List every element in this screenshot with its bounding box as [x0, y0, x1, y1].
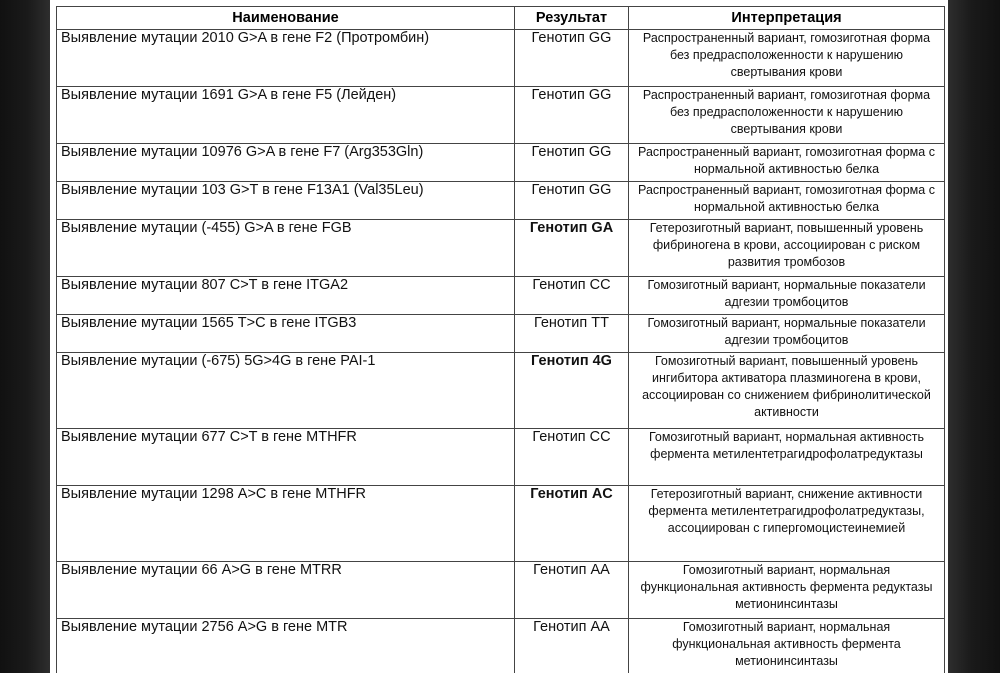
interpretation: Гетерозиготный вариант, снижение активности фермента метилентетрагидрофолатредуктазы, ассоциирован с гипергомоцистеинемией: [629, 486, 945, 562]
mutation-name: Выявление мутации 1565 T>C в гене ITGB3: [57, 315, 515, 353]
mutation-name: Выявление мутации 677 C>T в гене MTHFR: [57, 429, 515, 486]
header-result: Результат: [515, 7, 629, 30]
mutation-name: Выявление мутации 1298 A>C в гене MTHFR: [57, 486, 515, 562]
table-row: [57, 486, 945, 562]
genotype-result: Генотип GG: [515, 182, 629, 220]
table-row: [57, 220, 945, 277]
header-row: [57, 7, 945, 30]
interpretation: Гомозиготный вариант, нормальная функциональная активность фермента метионинсинтазы: [629, 619, 945, 673]
header-interpretation: Интерпретация: [629, 7, 945, 30]
interpretation: Распространенный вариант, гомозиготная форма без предрасположенности к нарушению свертывания крови: [629, 87, 945, 144]
genotype-result: Генотип TT: [515, 315, 629, 353]
table-row: [57, 87, 945, 144]
mutation-name: Выявление мутации 103 G>T в гене F13A1 (Val35Leu): [57, 182, 515, 220]
mutation-name: Выявление мутации 10976 G>A в гене F7 (Arg353Gln): [57, 144, 515, 182]
genetic-test-results-table: [56, 6, 945, 673]
interpretation: Распространенный вариант, гомозиготная форма без предрасположенности к нарушению свертывания крови: [629, 30, 945, 87]
genotype-result: Генотип GA: [515, 220, 629, 277]
genotype-result: Генотип CC: [515, 429, 629, 486]
header-name: Наименование: [57, 7, 515, 30]
interpretation: Гомозиготный вариант, повышенный уровень ингибитора активатора плазминогена в крови, ассоциирован со снижением фибринолитической активности: [629, 353, 945, 429]
mutation-name: Выявление мутации 66 A>G в гене MTRR: [57, 562, 515, 619]
mutation-name: Выявление мутации (-455) G>A в гене FGB: [57, 220, 515, 277]
mutation-name: Выявление мутации (-675) 5G>4G в гене PAI-1: [57, 353, 515, 429]
genotype-result: Генотип 4G: [515, 353, 629, 429]
table-header: [57, 7, 945, 30]
interpretation: Гомозиготный вариант, нормальные показатели адгезии тромбоцитов: [629, 315, 945, 353]
genotype-result: Генотип CC: [515, 277, 629, 315]
genotype-result: Генотип AC: [515, 486, 629, 562]
right-dark-border: [948, 0, 1000, 673]
mutation-name: Выявление мутации 1691 G>A в гене F5 (Лейден): [57, 87, 515, 144]
interpretation: Гомозиготный вариант, нормальные показатели адгезии тромбоцитов: [629, 277, 945, 315]
table-row: [57, 277, 945, 315]
table-row: [57, 315, 945, 353]
genotype-result: Генотип AA: [515, 562, 629, 619]
table-row: [57, 30, 945, 87]
genotype-result: Генотип AA: [515, 619, 629, 673]
table-row: [57, 182, 945, 220]
table-row: [57, 619, 945, 673]
genotype-result: Генотип GG: [515, 87, 629, 144]
mutation-name: Выявление мутации 2756 A>G в гене MTR: [57, 619, 515, 673]
table-row: [57, 562, 945, 619]
table-row: [57, 429, 945, 486]
mutation-name: Выявление мутации 807 C>T в гене ITGA2: [57, 277, 515, 315]
mutation-name: Выявление мутации 2010 G>A в гене F2 (Протромбин): [57, 30, 515, 87]
document-page: [50, 0, 948, 673]
table-row: [57, 144, 945, 182]
interpretation: Распространенный вариант, гомозиготная форма с нормальной активностью белка: [629, 182, 945, 220]
interpretation: Гетерозиготный вариант, повышенный уровень фибриногена в крови, ассоциирован с риском развития тромбозов: [629, 220, 945, 277]
interpretation: Гомозиготный вариант, нормальная функциональная активность фермента редуктазы метионинсинтазы: [629, 562, 945, 619]
genotype-result: Генотип GG: [515, 144, 629, 182]
table-row: [57, 353, 945, 429]
interpretation: Распространенный вариант, гомозиготная форма с нормальной активностью белка: [629, 144, 945, 182]
genotype-result: Генотип GG: [515, 30, 629, 87]
interpretation: Гомозиготный вариант, нормальная активность фермента метилентетрагидрофолатредуктазы: [629, 429, 945, 486]
table-body: [57, 30, 945, 673]
left-dark-border: [0, 0, 50, 673]
